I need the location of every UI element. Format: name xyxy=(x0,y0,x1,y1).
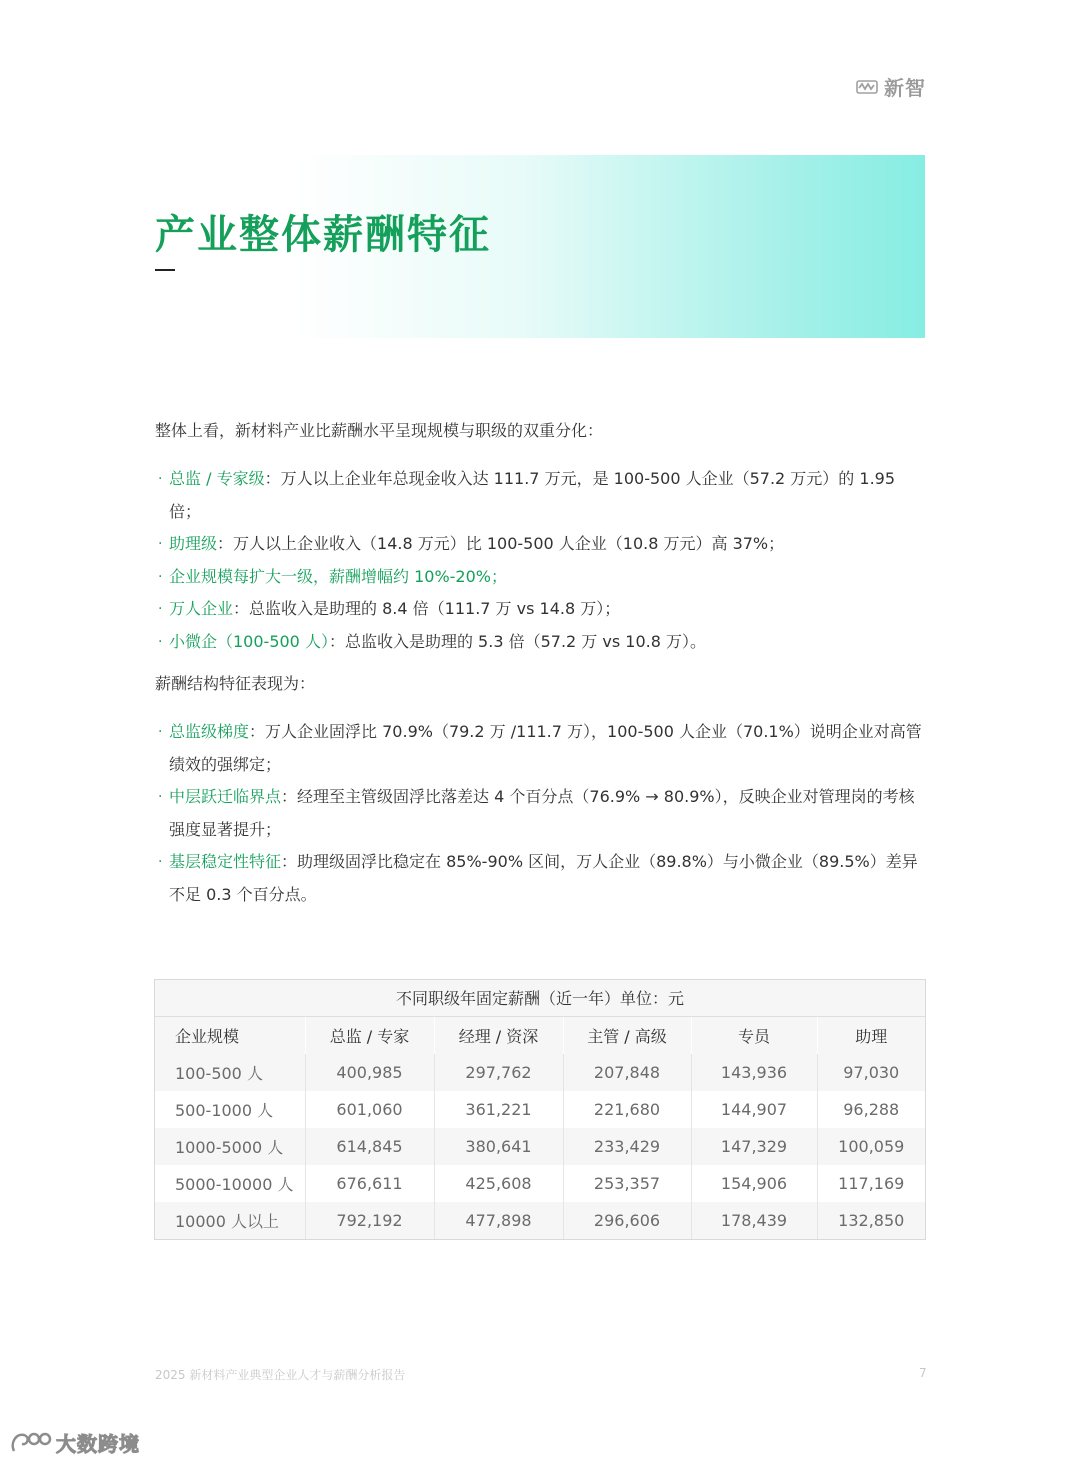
table-cell: 207,848 xyxy=(563,1054,691,1091)
table-cell: 601,060 xyxy=(305,1091,434,1128)
watermark xyxy=(8,1428,140,1457)
table-header-cell: 助理 xyxy=(817,1017,925,1054)
list-item-separator: ： xyxy=(328,631,345,651)
list-item xyxy=(155,593,930,626)
bullet-icon: · xyxy=(158,633,163,650)
table-cell: 132,850 xyxy=(817,1202,925,1239)
page-number: 7 xyxy=(919,1366,927,1380)
table-cell: 233,429 xyxy=(563,1128,691,1165)
list-item xyxy=(155,716,930,781)
table-row xyxy=(155,1128,925,1165)
bullet-icon: · xyxy=(158,789,163,805)
intro-paragraph-1: 整体上看，新材料产业比薪酬水平呈现规模与职级的双重分化： xyxy=(155,421,604,440)
table-row xyxy=(155,1165,925,1202)
table-cell: 100,059 xyxy=(817,1128,925,1165)
list-item-separator: ： xyxy=(233,599,250,618)
table-header-cell: 总监 / 专家 xyxy=(305,1017,434,1054)
list-item xyxy=(155,846,930,911)
table-cell: 676,611 xyxy=(305,1165,434,1202)
table-cell: 253,357 xyxy=(563,1165,691,1202)
list-item-text: 助理级固浮比稳定在 85%-90% 区间，万人企业（89.8%）与小微企业（89.5%）差异不足 0.3 个百分点。 xyxy=(169,852,918,904)
table-cell: 792,192 xyxy=(305,1202,434,1239)
list-item xyxy=(155,626,930,659)
page-title: 产业整体薪酬特征 xyxy=(155,212,491,258)
bullet-icon: · xyxy=(158,854,163,870)
list-item-separator: ： xyxy=(249,722,266,741)
list-item-text: 万人以上企业年总现金收入达 111.7 万元，是 100-500 人企业（57.2 万元）的 1.95 倍； xyxy=(169,469,896,521)
table-cell: 154,906 xyxy=(691,1165,817,1202)
list-item-text: 总监收入是助理的 8.4 倍（111.7 万 vs 14.8 万）； xyxy=(249,599,621,618)
list-item-label: 总监级梯度 xyxy=(169,722,250,741)
bullet-icon: · xyxy=(158,536,163,552)
table-header-row xyxy=(155,1017,925,1054)
table-cell: 10000 人以上 xyxy=(155,1202,305,1239)
brand-name: 新智 xyxy=(884,76,926,100)
scale-grade-list xyxy=(155,463,930,658)
list-item-text: 总监收入是助理的 5.3 倍（57.2 万 vs 10.8 万）。 xyxy=(344,631,706,651)
table-row xyxy=(155,1054,925,1091)
table-cell: 425,608 xyxy=(434,1165,563,1202)
bullet-icon: · xyxy=(158,568,163,585)
salary-table xyxy=(154,979,926,1240)
table-cell: 147,329 xyxy=(691,1128,817,1165)
footer-report-title: 2025 新材料产业典型企业人才与薪酬分析报告 xyxy=(155,1368,406,1382)
table-caption: 不同职级年固定薪酬（近一年）单位：元 xyxy=(155,980,925,1017)
table-cell: 500-1000 人 xyxy=(155,1091,305,1128)
intro-paragraph-2: 薪酬结构特征表现为： xyxy=(155,674,316,693)
list-item xyxy=(155,781,930,846)
table-row xyxy=(155,1202,925,1239)
wave-logo-icon xyxy=(856,78,878,96)
table-cell: 144,907 xyxy=(691,1091,817,1128)
table-header-cell: 企业规模 xyxy=(155,1017,305,1054)
table-cell: 117,169 xyxy=(838,1174,905,1193)
table-cell: 5000-10000 人 xyxy=(155,1165,305,1202)
list-item-text: 万人以上企业收入（14.8 万元）比 100-500 人企业（10.8 万元）高 37%； xyxy=(233,534,785,553)
structure-feature-list xyxy=(155,716,930,911)
table-cell: 97,030 xyxy=(817,1054,925,1091)
table-cell: 143,936 xyxy=(691,1054,817,1091)
list-item xyxy=(155,561,930,594)
spiral-logo-icon xyxy=(8,1429,52,1457)
bullet-icon: · xyxy=(158,471,163,487)
table-cell: 400,985 xyxy=(305,1054,434,1091)
table-header-cell: 经理 / 资深 xyxy=(434,1017,563,1054)
list-item-label: 小微企（100-500 人） xyxy=(169,631,329,651)
list-item-label: 企业规模每扩大一级，薪酬增幅约 10%-20%； xyxy=(169,566,507,586)
table-cell: 178,439 xyxy=(691,1202,817,1239)
table-cell: 614,845 xyxy=(305,1128,434,1165)
brand-logo xyxy=(856,72,926,101)
bullet-icon: · xyxy=(158,601,163,617)
list-item-separator: ： xyxy=(281,787,298,806)
table-header-cell: 主管 / 高级 xyxy=(563,1017,691,1054)
table-header-cell: 专员 xyxy=(691,1017,817,1054)
table-cell: 1000-5000 人 xyxy=(155,1128,305,1165)
list-item-text: 万人企业固浮比 70.9%（79.2 万 /111.7 万），100-500 人企业（70.1%）说明企业对高管绩效的强绑定； xyxy=(169,722,922,774)
list-item-label: 万人企业 xyxy=(169,599,234,618)
list-item xyxy=(155,528,930,561)
list-item xyxy=(155,463,930,528)
list-item-label: 中层跃迁临界点 xyxy=(169,787,282,806)
table-cell: 297,762 xyxy=(434,1054,563,1091)
list-item-separator: ： xyxy=(217,534,234,553)
list-item-separator: ： xyxy=(264,469,281,488)
list-item-separator: ： xyxy=(281,852,298,871)
watermark-text: 大数跨境 xyxy=(56,1432,140,1456)
table-cell: 380,641 xyxy=(434,1128,563,1165)
list-item-label: 基层稳定性特征 xyxy=(169,852,282,871)
table-cell: 477,898 xyxy=(434,1202,563,1239)
title-divider xyxy=(155,269,175,271)
table-row xyxy=(155,1091,925,1128)
table-cell: 100-500 人 xyxy=(155,1054,305,1091)
table-cell: 296,606 xyxy=(563,1202,691,1239)
table-cell: 221,680 xyxy=(563,1091,691,1128)
table-cell: 361,221 xyxy=(434,1091,563,1128)
bullet-icon: · xyxy=(158,724,163,740)
list-item-text: 经理至主管级固浮比落差达 4 个百分点（76.9% → 80.9%），反映企业对管理岗的考核强度显著提升； xyxy=(169,787,915,839)
list-item-label: 总监 / 专家级 xyxy=(169,469,265,488)
list-item-label: 助理级 xyxy=(169,534,218,553)
table-cell: 96,288 xyxy=(843,1100,900,1119)
